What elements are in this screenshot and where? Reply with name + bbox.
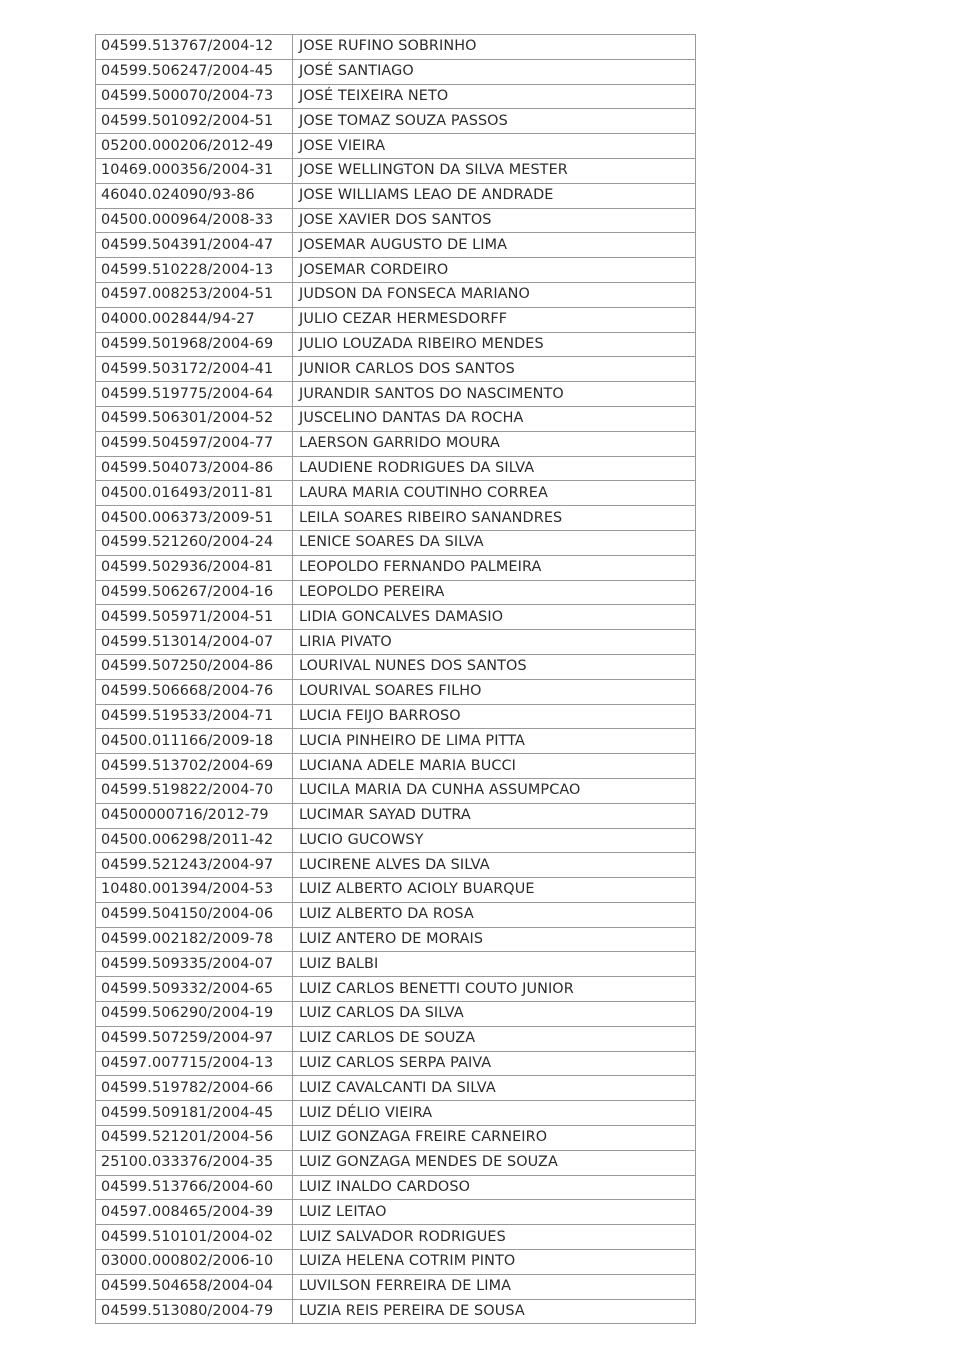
person-name-cell: LUIZ GONZAGA MENDES DE SOUZA <box>293 1150 696 1175</box>
person-name-cell: JOSEMAR AUGUSTO DE LIMA <box>293 233 696 258</box>
table-row <box>96 109 696 134</box>
process-number-cell: 04500000716/2012-79 <box>96 803 293 828</box>
process-number-cell: 04599.502936/2004-81 <box>96 555 293 580</box>
table-row <box>96 134 696 159</box>
table-row <box>96 1002 696 1027</box>
process-number-cell: 04599.513702/2004-69 <box>96 754 293 779</box>
person-name-cell: LUCIANA ADELE MARIA BUCCI <box>293 754 696 779</box>
table-row <box>96 630 696 655</box>
person-name-cell: LUIZ CARLOS BENETTI COUTO JUNIOR <box>293 977 696 1002</box>
table-row <box>96 1225 696 1250</box>
process-number-cell: 04599.521243/2004-97 <box>96 853 293 878</box>
table-row <box>96 1076 696 1101</box>
person-name-cell: LUIZ DÉLIO VIEIRA <box>293 1101 696 1126</box>
process-number-cell: 04599.519533/2004-71 <box>96 704 293 729</box>
process-number-cell: 04000.002844/94-27 <box>96 307 293 332</box>
person-name-cell: LUIZ CARLOS DA SILVA <box>293 1002 696 1027</box>
person-name-cell: LAERSON GARRIDO MOURA <box>293 431 696 456</box>
table-row <box>96 382 696 407</box>
table-row <box>96 406 696 431</box>
process-number-cell: 04599.509335/2004-07 <box>96 952 293 977</box>
process-number-cell: 04500.000964/2008-33 <box>96 208 293 233</box>
table-row <box>96 1299 696 1324</box>
table-row <box>96 233 696 258</box>
table-row <box>96 1200 696 1225</box>
person-name-cell: LUIZ CAVALCANTI DA SILVA <box>293 1076 696 1101</box>
process-number-cell: 04599.519822/2004-70 <box>96 778 293 803</box>
person-name-cell: LIDIA GONCALVES DAMASIO <box>293 605 696 630</box>
process-number-cell: 04599.002182/2009-78 <box>96 927 293 952</box>
table-row <box>96 828 696 853</box>
person-name-cell: LUIZ SALVADOR RODRIGUES <box>293 1225 696 1250</box>
process-number-cell: 04599.501968/2004-69 <box>96 332 293 357</box>
table-row <box>96 431 696 456</box>
process-number-cell: 04599.506290/2004-19 <box>96 1002 293 1027</box>
person-name-cell: LUIZA HELENA COTRIM PINTO <box>293 1250 696 1275</box>
person-name-cell: JOSÉ SANTIAGO <box>293 59 696 84</box>
table-row <box>96 158 696 183</box>
table-row <box>96 1026 696 1051</box>
process-name-table <box>95 34 696 1324</box>
process-number-cell: 04599.505971/2004-51 <box>96 605 293 630</box>
process-number-cell: 04500.011166/2009-18 <box>96 729 293 754</box>
process-number-cell: 04597.008465/2004-39 <box>96 1200 293 1225</box>
process-number-cell: 05200.000206/2012-49 <box>96 134 293 159</box>
person-name-cell: LUCIO GUCOWSY <box>293 828 696 853</box>
person-name-cell: LUZIA REIS PEREIRA DE SOUSA <box>293 1299 696 1324</box>
person-name-cell: LENICE SOARES DA SILVA <box>293 530 696 555</box>
person-name-cell: LUIZ BALBI <box>293 952 696 977</box>
process-number-cell: 04599.519775/2004-64 <box>96 382 293 407</box>
process-number-cell: 04599.509181/2004-45 <box>96 1101 293 1126</box>
table-row <box>96 84 696 109</box>
table-row <box>96 704 696 729</box>
table-row <box>96 1250 696 1275</box>
process-number-cell: 04599.506301/2004-52 <box>96 406 293 431</box>
person-name-cell: LUIZ INALDO CARDOSO <box>293 1175 696 1200</box>
table-row <box>96 1101 696 1126</box>
process-number-cell: 04599.510228/2004-13 <box>96 258 293 283</box>
person-name-cell: JOSE WILLIAMS LEAO DE ANDRADE <box>293 183 696 208</box>
table-row <box>96 1126 696 1151</box>
table-body <box>96 35 696 1324</box>
process-number-cell: 04599.504150/2004-06 <box>96 902 293 927</box>
process-number-cell: 04599.507259/2004-97 <box>96 1026 293 1051</box>
person-name-cell: JOSE XAVIER DOS SANTOS <box>293 208 696 233</box>
table-row <box>96 555 696 580</box>
table-row <box>96 853 696 878</box>
table-row <box>96 679 696 704</box>
table-row <box>96 208 696 233</box>
person-name-cell: JOSE RUFINO SOBRINHO <box>293 35 696 60</box>
table-row <box>96 654 696 679</box>
table-row <box>96 357 696 382</box>
person-name-cell: LUIZ ALBERTO ACIOLY BUARQUE <box>293 878 696 903</box>
person-name-cell: JUDSON DA FONSECA MARIANO <box>293 282 696 307</box>
process-number-cell: 04599.504073/2004-86 <box>96 456 293 481</box>
table-row <box>96 282 696 307</box>
person-name-cell: JUNIOR CARLOS DOS SANTOS <box>293 357 696 382</box>
person-name-cell: JOSE VIEIRA <box>293 134 696 159</box>
person-name-cell: LOURIVAL NUNES DOS SANTOS <box>293 654 696 679</box>
process-number-cell: 04599.510101/2004-02 <box>96 1225 293 1250</box>
table-row <box>96 35 696 60</box>
person-name-cell: LUIZ ANTERO DE MORAIS <box>293 927 696 952</box>
process-number-cell: 10469.000356/2004-31 <box>96 158 293 183</box>
person-name-cell: LEOPOLDO FERNANDO PALMEIRA <box>293 555 696 580</box>
process-number-cell: 10480.001394/2004-53 <box>96 878 293 903</box>
table-row <box>96 258 696 283</box>
table-row <box>96 605 696 630</box>
person-name-cell: LUIZ LEITAO <box>293 1200 696 1225</box>
table-row <box>96 754 696 779</box>
person-name-cell: LAUDIENE RODRIGUES DA SILVA <box>293 456 696 481</box>
person-name-cell: JULIO LOUZADA RIBEIRO MENDES <box>293 332 696 357</box>
person-name-cell: JUSCELINO DANTAS DA ROCHA <box>293 406 696 431</box>
person-name-cell: JOSÉ TEIXEIRA NETO <box>293 84 696 109</box>
person-name-cell: LUCIMAR SAYAD DUTRA <box>293 803 696 828</box>
process-number-cell: 46040.024090/93-86 <box>96 183 293 208</box>
person-name-cell: LUCIA FEIJO BARROSO <box>293 704 696 729</box>
table-row <box>96 1051 696 1076</box>
process-number-cell: 04599.519782/2004-66 <box>96 1076 293 1101</box>
process-number-cell: 04599.513767/2004-12 <box>96 35 293 60</box>
table-row <box>96 1175 696 1200</box>
table-row <box>96 456 696 481</box>
table-row <box>96 183 696 208</box>
process-number-cell: 04599.504658/2004-04 <box>96 1274 293 1299</box>
table-row <box>96 332 696 357</box>
table-row <box>96 530 696 555</box>
table-row <box>96 729 696 754</box>
table-row <box>96 977 696 1002</box>
person-name-cell: LUIZ CARLOS DE SOUZA <box>293 1026 696 1051</box>
process-number-cell: 04599.509332/2004-65 <box>96 977 293 1002</box>
process-number-cell: 04599.501092/2004-51 <box>96 109 293 134</box>
person-name-cell: JURANDIR SANTOS DO NASCIMENTO <box>293 382 696 407</box>
process-number-cell: 04500.006298/2011-42 <box>96 828 293 853</box>
process-number-cell: 04599.506247/2004-45 <box>96 59 293 84</box>
table-row <box>96 1150 696 1175</box>
person-name-cell: LUIZ GONZAGA FREIRE CARNEIRO <box>293 1126 696 1151</box>
person-name-cell: JULIO CEZAR HERMESDORFF <box>293 307 696 332</box>
process-number-cell: 04599.504391/2004-47 <box>96 233 293 258</box>
table-row <box>96 59 696 84</box>
process-number-cell: 04500.006373/2009-51 <box>96 506 293 531</box>
process-number-cell: 04599.504597/2004-77 <box>96 431 293 456</box>
person-name-cell: JOSE WELLINGTON DA SILVA MESTER <box>293 158 696 183</box>
table-row <box>96 580 696 605</box>
person-name-cell: LAURA MARIA COUTINHO CORREA <box>293 481 696 506</box>
process-number-cell: 04500.016493/2011-81 <box>96 481 293 506</box>
table-row <box>96 878 696 903</box>
table-row <box>96 1274 696 1299</box>
process-number-cell: 04599.506267/2004-16 <box>96 580 293 605</box>
process-number-cell: 04597.008253/2004-51 <box>96 282 293 307</box>
person-name-cell: LOURIVAL SOARES FILHO <box>293 679 696 704</box>
person-name-cell: LEOPOLDO PEREIRA <box>293 580 696 605</box>
process-number-cell: 25100.033376/2004-35 <box>96 1150 293 1175</box>
table-row <box>96 902 696 927</box>
person-name-cell: LUVILSON FERREIRA DE LIMA <box>293 1274 696 1299</box>
process-number-cell: 04599.503172/2004-41 <box>96 357 293 382</box>
process-number-cell: 04599.507250/2004-86 <box>96 654 293 679</box>
person-name-cell: JOSEMAR CORDEIRO <box>293 258 696 283</box>
table-row <box>96 927 696 952</box>
person-name-cell: LUCILA MARIA DA CUNHA ASSUMPCAO <box>293 778 696 803</box>
process-number-cell: 03000.000802/2006-10 <box>96 1250 293 1275</box>
person-name-cell: LIRIA PIVATO <box>293 630 696 655</box>
person-name-cell: LEILA SOARES RIBEIRO SANANDRES <box>293 506 696 531</box>
table-row <box>96 952 696 977</box>
person-name-cell: LUIZ ALBERTO DA ROSA <box>293 902 696 927</box>
person-name-cell: LUCIA PINHEIRO DE LIMA PITTA <box>293 729 696 754</box>
process-number-cell: 04599.521201/2004-56 <box>96 1126 293 1151</box>
table-row <box>96 803 696 828</box>
table-row <box>96 778 696 803</box>
table-row <box>96 481 696 506</box>
process-number-cell: 04599.506668/2004-76 <box>96 679 293 704</box>
table-row <box>96 506 696 531</box>
process-number-cell: 04599.513766/2004-60 <box>96 1175 293 1200</box>
process-number-cell: 04599.500070/2004-73 <box>96 84 293 109</box>
process-number-cell: 04597.007715/2004-13 <box>96 1051 293 1076</box>
process-number-cell: 04599.521260/2004-24 <box>96 530 293 555</box>
person-name-cell: LUCIRENE ALVES DA SILVA <box>293 853 696 878</box>
table-row <box>96 307 696 332</box>
person-name-cell: LUIZ CARLOS SERPA PAIVA <box>293 1051 696 1076</box>
process-number-cell: 04599.513080/2004-79 <box>96 1299 293 1324</box>
person-name-cell: JOSE TOMAZ SOUZA PASSOS <box>293 109 696 134</box>
process-number-cell: 04599.513014/2004-07 <box>96 630 293 655</box>
